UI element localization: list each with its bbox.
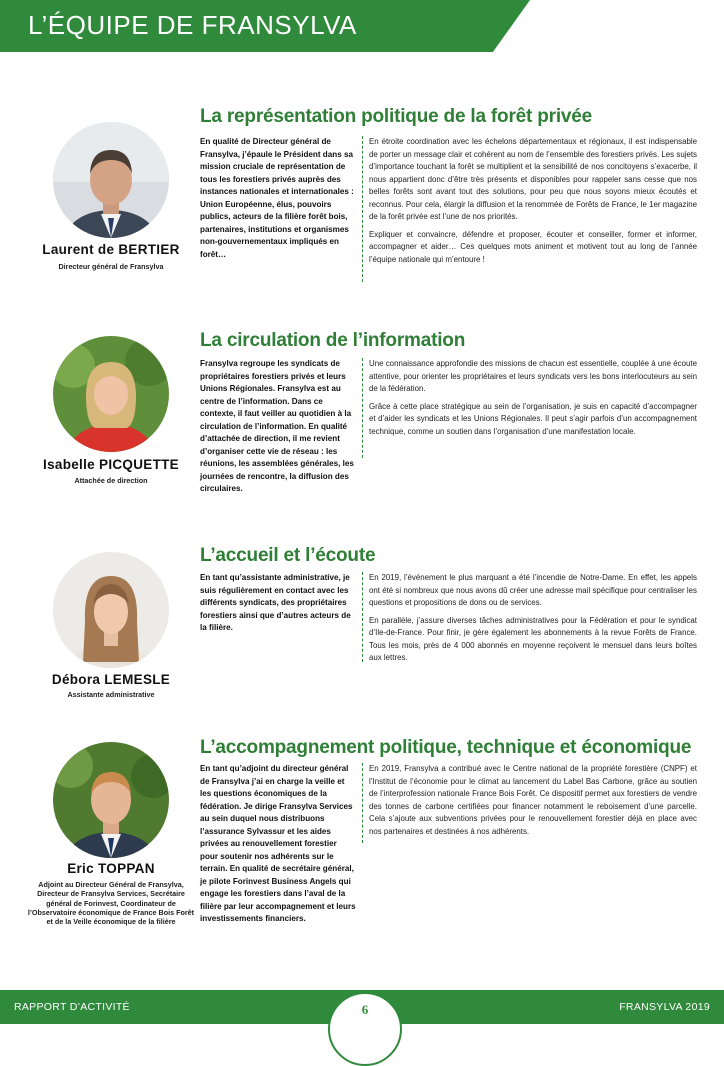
intro-text: En tant qu’assistante administrative, je suis régulièrement en contact avec les différents syndicats, des propriétaires forestiers ainsi que d’autres acteurs de la filière. [200, 573, 351, 632]
page-number-badge [328, 992, 402, 1066]
person-name: Isabelle PICQUETTE [43, 457, 179, 472]
section-title: L’accueil et l’écoute [200, 545, 376, 566]
portrait-isabelle-picquette [53, 336, 169, 452]
column-divider [362, 136, 363, 282]
person-role: Directeur général de Fransylva [58, 262, 164, 271]
intro-text: Fransylva regroupe les syndicats de propriétaires forestiers privés et leurs Unions Régionales. Fransylva est au centre de l’information. Dans ce contexte, il faut veiller au quotidien à la circulation de l’information. En qualité d’attachée de direction, il me revient d’organiser cette vie de réseau : les réunions, les assemblées générales, les journées de rencontre, la diffusion des circulaires. [200, 359, 354, 493]
column-divider [362, 358, 363, 458]
section-title: La circulation de l’information [200, 330, 466, 351]
footer-report-label: RAPPORT D’ACTIVITÉ [14, 1001, 130, 1013]
person-name: Laurent de BERTIER [42, 242, 180, 257]
column-divider [362, 763, 363, 843]
person-role: Attachée de direction [74, 476, 148, 485]
person-name: Eric TOPPAN [67, 861, 155, 876]
page-number: 6 [361, 1002, 369, 1017]
portrait-laurent-de-bertier [53, 122, 169, 238]
body-paragraph: En 2019, l’événement le plus marquant a été l’incendie de Notre-Dame. En effet, les appels ont été si nombreux que nous avons dû créer une adresse mail spécifique pour centraliser les questions et propositions de dons ou de services. [369, 573, 697, 607]
body-paragraph: Grâce à cette place stratégique au sein de l’organisation, je suis en capacité d’accompagner et d’aider les syndicats et les Unions Régionales. Il peut s’agir parfois d’un accompagnement technique, comme un soutien dans l’organisation d’une manifestation locale. [369, 401, 697, 436]
column-divider [362, 572, 363, 662]
section-title: L’accompagnement politique, technique et économique [200, 737, 692, 758]
person-name: Débora LEMESLE [51, 672, 171, 687]
body-paragraph: En étroite coordination avec les échelons départementaux et régionaux, il est indispensable de porter un message clair et cohérent au nom de l’ensemble des forestiers privés. Les sujets d’importance touchant la forêt se multiplient et la sensibilité de nos concitoyens s’exacerbe, il nous appartient donc d’être très présents et disponibles pour rappeler sans cesse que nos belles forêts sont avant tout des solutions, pour peu que nous soyons mieux écoutés et reconnus. Pour cela, élargir la diffusion et la renommée de Forêts de France, le 1er magazine de la forêt privée est l’une de nos priorités. [369, 137, 697, 221]
body-paragraph: Une connaissance approfondie des missions de chacun est essentielle, couplée à une écoute attentive, pour orienter les propriétaires et leurs syndicats vers les bons interlocuteurs au sein de la fédération. [369, 359, 697, 393]
portrait-debora-lemesle [53, 552, 169, 668]
body-paragraph: En parallèle, j’assure diverses tâches administratives pour la Fédération et pour le syndicat d’Ile-de-France. Pour finir, je gère également les abonnements à la revue Forêts de France. Tous les mois, près de 4 000 abonnés en moyenne reçoivent le mensuel dans leurs boîtes aux lettres. [369, 615, 697, 662]
body-text [369, 136, 697, 271]
intro-text: En tant qu’adjoint du directeur général de Fransylva j’ai en charge la veille et les questions économiques de la fédération. Je dirige Fransylva Services au sein duquel nous distribuons l’assurance Sylvassur et les aides privées au renouvellement forestier pour soutenir nos adhérents sur le terrain. En qualité de secrétaire général, je pilote Forinvest Business Angels qui engage les forestiers dans l’aval de la filière par leur accompagnement et leurs investissements financiers. [200, 764, 356, 923]
portrait-eric-toppan [53, 742, 169, 858]
body-paragraph: Expliquer et convaincre, défendre et proposer, écouter et conseiller, former et informer, accompagner et aider… Ces quelques mots animent et motivent tout au long de l’année l’équipe nationale qui m’entoure ! [369, 229, 697, 264]
body-text [369, 763, 697, 843]
page-title: L’ÉQUIPE DE FRANSYLVA [28, 10, 357, 40]
footer-brand-year: FRANSYLVA 2019 [619, 1001, 710, 1013]
body-text [369, 572, 697, 670]
body-text [369, 358, 697, 443]
section-title: La représentation politique de la forêt privée [200, 106, 592, 127]
person-role: Adjoint au Directeur Général de Fransylva, Directeur de Fransylva Services, Secrétaire général de Forinvest, Coordinateur de l’Observatoire économique de France Bois Forêt et de la Veille économique de la filière [27, 880, 195, 927]
intro-text: En qualité de Directeur général de Fransylva, j’épaule le Président dans sa mission cruciale de représentation de tous les forestiers privés auprès des instances nationales et internationales : Union Européenne, élus, pouvoirs publics, acteurs de la filière forêt bois, partenaires, institutions et organismes non-gouvernementaux impliqués en forêt… [200, 137, 354, 259]
body-paragraph: En 2019, Fransylva a contribué avec le Centre national de la propriété forestière (CNPF) et l’Institut de l’économie pour le climat au lancement du Label Bas Carbone, grâce au soutien de l’interprofession nationale France Bois Forêt. Ce dispositif permet aux forestiers de vendre des tonnes de carbone certifiées pour financer notamment le reboisement d’une parcelle. Cela s’ajoute aux subventions privées pour le renouvellement forestier déjà en place avec nos partenaires et destinées à nos adhérents. [369, 764, 697, 836]
person-role: Assistante administrative [67, 690, 155, 699]
